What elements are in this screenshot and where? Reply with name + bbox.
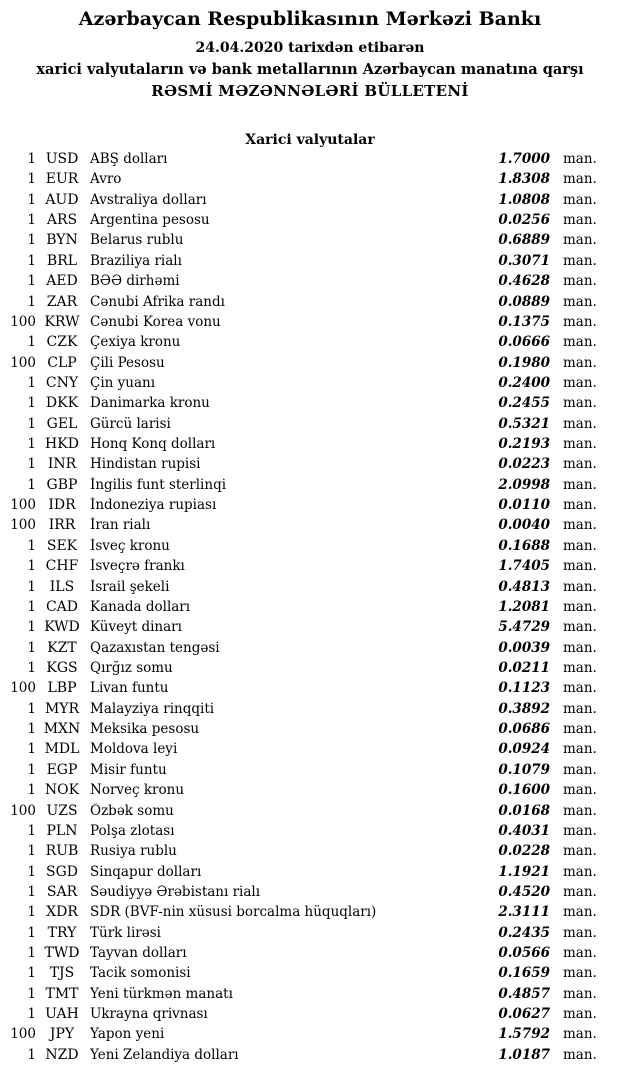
currency-code-cell: CNY: [45, 374, 79, 391]
currency-name-cell: Cənubi Korea vonu: [90, 313, 221, 330]
currency-code-cell: CHF: [45, 558, 79, 575]
rate-row: [0, 456, 620, 476]
unit-cell: man.: [563, 965, 597, 982]
currency-name-cell: Çin yuanı: [90, 374, 156, 391]
rate-row: [0, 904, 620, 924]
rate-row: [0, 416, 620, 436]
rate-row: [0, 1047, 620, 1066]
rate-row: [0, 884, 620, 904]
quantity-cell: 1: [27, 985, 36, 1002]
rate-value-cell: 1.0808: [498, 191, 550, 208]
quantity-cell: 100: [10, 354, 36, 371]
section-title-foreign-currencies: Xarici valyutalar: [245, 132, 375, 148]
rate-value-cell: 0.1079: [498, 761, 550, 778]
unit-cell: man.: [563, 273, 597, 290]
unit-cell: man.: [563, 659, 597, 676]
unit-cell: man.: [563, 171, 597, 188]
rate-row: [0, 436, 620, 456]
rate-value-cell: 1.8308: [498, 171, 550, 188]
quantity-cell: 100: [10, 1026, 36, 1043]
quantity-cell: 1: [27, 558, 36, 575]
rate-row: [0, 497, 620, 517]
rate-row: [0, 782, 620, 802]
quantity-cell: 1: [27, 782, 36, 799]
currency-code-cell: SAR: [46, 883, 78, 900]
rate-row: [0, 538, 620, 558]
rate-row: [0, 640, 620, 660]
unit-cell: man.: [563, 721, 597, 738]
rate-value-cell: 0.2400: [498, 374, 550, 391]
quantity-cell: 1: [27, 191, 36, 208]
unit-cell: man.: [563, 680, 597, 697]
rate-row: [0, 1006, 620, 1026]
rate-value-cell: 1.5792: [498, 1026, 550, 1043]
currency-name-cell: Qırğız somu: [90, 659, 173, 676]
quantity-cell: 1: [27, 965, 36, 982]
currency-code-cell: GEL: [46, 415, 78, 432]
currency-name-cell: BƏƏ dirhəmi: [90, 273, 180, 290]
quantity-cell: 1: [27, 212, 36, 229]
currency-code-cell: CZK: [46, 334, 78, 351]
effective-date-line: 24.04.2020 tarixdən etibarən: [195, 40, 425, 56]
currency-name-cell: Argentina pesosu: [90, 212, 210, 229]
unit-cell: man.: [563, 1046, 597, 1063]
currency-code-cell: LBP: [47, 680, 77, 697]
rate-value-cell: 0.4031: [498, 822, 550, 839]
quantity-cell: 1: [27, 151, 36, 167]
rate-row: [0, 619, 620, 639]
currency-code-cell: RUB: [45, 843, 79, 860]
rate-value-cell: 0.0110: [498, 497, 550, 514]
quantity-cell: 1: [27, 741, 36, 758]
currency-code-cell: UAH: [45, 1006, 79, 1023]
rate-row: [0, 517, 620, 537]
currency-code-cell: JPY: [49, 1026, 75, 1043]
quantity-cell: 1: [27, 395, 36, 412]
quantity-cell: 1: [27, 537, 36, 554]
rate-row: [0, 558, 620, 578]
currency-name-cell: Belarus rublu: [90, 232, 184, 249]
unit-cell: man.: [563, 904, 597, 921]
rate-value-cell: 0.4813: [498, 578, 550, 595]
rate-value-cell: 0.2435: [498, 924, 550, 941]
currency-name-cell: Özbək somu: [90, 802, 174, 819]
quantity-cell: 1: [27, 1046, 36, 1063]
rate-row: [0, 762, 620, 782]
unit-cell: man.: [563, 374, 597, 391]
rate-row: [0, 314, 620, 334]
rate-row: [0, 212, 620, 232]
currency-name-cell: İngilis funt sterlinqi: [90, 476, 227, 493]
unit-cell: man.: [563, 476, 597, 493]
currency-name-cell: Kanada dolları: [90, 598, 191, 615]
quantity-cell: 100: [10, 517, 36, 534]
currency-name-cell: Rusiya rublu: [90, 843, 177, 860]
rate-value-cell: 0.3071: [498, 252, 550, 269]
currency-name-cell: Ukrayna qrivnası: [90, 1006, 208, 1023]
rate-value-cell: 1.7000: [498, 151, 550, 167]
currency-code-cell: KZT: [47, 639, 77, 656]
rate-value-cell: 0.1600: [498, 782, 550, 799]
unit-cell: man.: [563, 151, 597, 167]
rate-row: [0, 1026, 620, 1046]
rate-value-cell: 2.0998: [498, 476, 550, 493]
quantity-cell: 1: [27, 639, 36, 656]
document-header: [0, 0, 620, 102]
currency-code-cell: TWD: [44, 945, 80, 962]
rate-value-cell: 0.1659: [498, 965, 550, 982]
currency-code-cell: TJS: [49, 965, 75, 982]
unit-cell: man.: [563, 598, 597, 615]
rate-row: [0, 273, 620, 293]
rate-value-cell: 0.5321: [498, 415, 550, 432]
unit-cell: man.: [563, 395, 597, 412]
currency-code-cell: ILS: [49, 578, 75, 595]
rate-row: [0, 721, 620, 741]
rate-value-cell: 0.4857: [498, 985, 550, 1002]
currency-name-cell: Malayziya rinqqiti: [90, 700, 215, 717]
currency-code-cell: GBP: [46, 476, 78, 493]
currency-code-cell: EUR: [45, 171, 79, 188]
bulletin-title: RƏSMİ MƏZƏNNƏLƏRİ BÜLLETENİ: [151, 82, 469, 100]
unit-cell: man.: [563, 761, 597, 778]
rate-value-cell: 0.0924: [498, 741, 550, 758]
unit-cell: man.: [563, 843, 597, 860]
rate-value-cell: 0.0211: [498, 659, 550, 676]
currency-code-cell: DKK: [45, 395, 79, 412]
currency-name-cell: Tayvan dolları: [90, 945, 187, 962]
quantity-cell: 1: [27, 598, 36, 615]
rate-value-cell: 0.0627: [498, 1006, 550, 1023]
rate-value-cell: 0.0686: [498, 721, 550, 738]
rate-row: [0, 232, 620, 252]
unit-cell: man.: [563, 1026, 597, 1043]
quantity-cell: 1: [27, 232, 36, 249]
currency-name-cell: Norveç kronu: [90, 782, 185, 799]
rate-row: [0, 701, 620, 721]
currency-name-cell: İndoneziya rupiası: [90, 497, 217, 514]
bank-name-title: Azərbaycan Respublikasının Mərkəzi Bankı: [78, 8, 542, 30]
rate-value-cell: 0.4520: [498, 883, 550, 900]
quantity-cell: 1: [27, 945, 36, 962]
unit-cell: man.: [563, 436, 597, 453]
unit-cell: man.: [563, 741, 597, 758]
currency-name-cell: Sinqapur dolları: [90, 863, 202, 880]
rate-row: [0, 925, 620, 945]
currency-code-cell: INR: [47, 456, 77, 473]
currency-name-cell: Livan funtu: [90, 680, 169, 697]
quantity-cell: 1: [27, 456, 36, 473]
rate-row: [0, 965, 620, 985]
rate-value-cell: 0.3892: [498, 700, 550, 717]
unit-cell: man.: [563, 415, 597, 432]
currency-code-cell: BRL: [46, 252, 78, 269]
rate-row: [0, 253, 620, 273]
quantity-cell: 1: [27, 374, 36, 391]
currency-code-cell: PLN: [46, 822, 78, 839]
rate-row: [0, 660, 620, 680]
quantity-cell: 100: [10, 680, 36, 697]
rate-row: [0, 579, 620, 599]
currency-code-cell: AED: [46, 273, 78, 290]
currency-name-cell: Çili Pesosu: [90, 354, 165, 371]
quantity-cell: 1: [27, 293, 36, 310]
quantity-cell: 100: [10, 313, 36, 330]
currency-name-cell: Misir funtu: [90, 761, 167, 778]
rate-row: [0, 477, 620, 497]
unit-cell: man.: [563, 782, 597, 799]
rate-value-cell: 0.0566: [498, 945, 550, 962]
currency-name-cell: Cənubi Afrika randı: [90, 293, 225, 310]
rate-row: [0, 741, 620, 761]
unit-cell: man.: [563, 212, 597, 229]
currency-code-cell: ZAR: [46, 293, 78, 310]
currency-name-cell: Gürcü larisi: [90, 415, 171, 432]
unit-cell: man.: [563, 924, 597, 941]
unit-cell: man.: [563, 537, 597, 554]
quantity-cell: 1: [27, 415, 36, 432]
quantity-cell: 1: [27, 252, 36, 269]
currency-name-cell: Avro: [90, 171, 122, 188]
rate-row: [0, 171, 620, 191]
rate-value-cell: 0.0666: [498, 334, 550, 351]
unit-cell: man.: [563, 456, 597, 473]
rate-value-cell: 1.1921: [498, 863, 550, 880]
rate-value-cell: 1.0187: [498, 1046, 550, 1063]
rate-value-cell: 1.7405: [498, 558, 550, 575]
currency-code-cell: CAD: [45, 598, 79, 615]
unit-cell: man.: [563, 334, 597, 351]
currency-code-cell: NOK: [44, 782, 80, 799]
currency-name-cell: Braziliya rialı: [90, 252, 182, 269]
rate-value-cell: 0.0256: [498, 212, 550, 229]
quantity-cell: 1: [27, 761, 36, 778]
rate-value-cell: 0.1688: [498, 537, 550, 554]
currency-code-cell: EGP: [46, 761, 78, 778]
unit-cell: man.: [563, 558, 597, 575]
unit-cell: man.: [563, 354, 597, 371]
quantity-cell: 1: [27, 700, 36, 717]
rate-value-cell: 0.0040: [498, 517, 550, 534]
unit-cell: man.: [563, 578, 597, 595]
quantity-cell: 1: [27, 822, 36, 839]
unit-cell: man.: [563, 1006, 597, 1023]
rate-row: [0, 375, 620, 395]
quantity-cell: 1: [27, 904, 36, 921]
rate-value-cell: 2.3111: [498, 904, 550, 921]
rate-value-cell: 0.0889: [498, 293, 550, 310]
currency-code-cell: KWD: [44, 619, 80, 636]
quantity-cell: 1: [27, 1006, 36, 1023]
rate-row: [0, 986, 620, 1006]
currency-code-cell: CLP: [47, 354, 77, 371]
rates-table: [0, 151, 620, 1066]
currency-name-cell: Türk lirəsi: [90, 924, 161, 941]
rate-value-cell: 0.2455: [498, 395, 550, 412]
quantity-cell: 1: [27, 273, 36, 290]
currency-code-cell: MYR: [44, 700, 80, 717]
currency-code-cell: AUD: [45, 191, 79, 208]
rate-value-cell: 0.2193: [498, 436, 550, 453]
rate-row: [0, 294, 620, 314]
currency-name-cell: Yapon yeni: [90, 1026, 165, 1043]
unit-cell: man.: [563, 517, 597, 534]
unit-cell: man.: [563, 802, 597, 819]
currency-code-cell: BYN: [46, 232, 78, 249]
currency-name-cell: Moldova leyi: [90, 741, 178, 758]
rate-value-cell: 0.0223: [498, 456, 550, 473]
currency-name-cell: Çexiya kronu: [90, 334, 181, 351]
rate-row: [0, 334, 620, 354]
unit-cell: man.: [563, 822, 597, 839]
currency-name-cell: Yeni türkmən manatı: [90, 985, 233, 1002]
quantity-cell: 1: [27, 863, 36, 880]
currency-code-cell: ARS: [46, 212, 78, 229]
rate-value-cell: 0.1123: [498, 680, 550, 697]
quantity-cell: 1: [27, 721, 36, 738]
currency-code-cell: USD: [45, 151, 79, 167]
currency-name-cell: SDR (BVF-nin xüsusi borcalma hüquqları): [90, 904, 377, 921]
currency-name-cell: Tacik somonisi: [90, 965, 191, 982]
rate-row: [0, 192, 620, 212]
currency-code-cell: SGD: [46, 863, 78, 880]
rate-row: [0, 680, 620, 700]
currency-code-cell: IRR: [48, 517, 76, 534]
currency-name-cell: İsveçrə frankı: [90, 558, 185, 575]
currency-name-cell: İran rialı: [90, 517, 151, 534]
unit-cell: man.: [563, 232, 597, 249]
currency-name-cell: Danimarka kronu: [90, 395, 210, 412]
currency-name-cell: Yeni Zelandiya dolları: [90, 1046, 239, 1063]
currency-code-cell: IDR: [48, 497, 76, 514]
unit-cell: man.: [563, 293, 597, 310]
currency-code-cell: XDR: [46, 904, 78, 921]
currency-name-cell: Honq Konq dolları: [90, 436, 216, 453]
document-subtitle: xarici valyutaların və bank metallarının Azərbaycan manatına qarşı: [36, 61, 584, 78]
currency-name-cell: Avstraliya dolları: [90, 191, 207, 208]
currency-name-cell: Hindistan rupisi: [90, 456, 201, 473]
currency-code-cell: NZD: [45, 1046, 79, 1063]
currency-code-cell: TMT: [45, 985, 79, 1002]
quantity-cell: 1: [27, 436, 36, 453]
rate-value-cell: 0.0228: [498, 843, 550, 860]
currency-name-cell: İsrail şekeli: [90, 578, 170, 595]
rate-row: [0, 803, 620, 823]
currency-name-cell: Polşa zlotası: [90, 822, 175, 839]
rate-value-cell: 0.0039: [498, 639, 550, 656]
unit-cell: man.: [563, 313, 597, 330]
rate-row: [0, 599, 620, 619]
unit-cell: man.: [563, 945, 597, 962]
currency-name-cell: Səudiyyə Ərəbistanı rialı: [90, 883, 261, 900]
rate-row: [0, 151, 620, 171]
rate-value-cell: 0.0168: [498, 802, 550, 819]
quantity-cell: 100: [10, 497, 36, 514]
quantity-cell: 1: [27, 843, 36, 860]
currency-code-cell: UZS: [46, 802, 78, 819]
rate-value-cell: 5.4729: [498, 619, 550, 636]
rate-row: [0, 843, 620, 863]
quantity-cell: 1: [27, 578, 36, 595]
rate-value-cell: 0.1375: [498, 313, 550, 330]
rate-row: [0, 945, 620, 965]
currency-name-cell: Meksika pesosu: [90, 721, 200, 738]
quantity-cell: 1: [27, 924, 36, 941]
quantity-cell: 1: [27, 334, 36, 351]
unit-cell: man.: [563, 252, 597, 269]
currency-code-cell: SEK: [46, 537, 78, 554]
rate-value-cell: 1.2081: [498, 598, 550, 615]
currency-code-cell: MXN: [43, 721, 81, 738]
currency-code-cell: KGS: [46, 659, 78, 676]
quantity-cell: 1: [27, 883, 36, 900]
unit-cell: man.: [563, 191, 597, 208]
quantity-cell: 1: [27, 619, 36, 636]
rate-value-cell: 0.6889: [498, 232, 550, 249]
unit-cell: man.: [563, 883, 597, 900]
unit-cell: man.: [563, 639, 597, 656]
currency-code-cell: HKD: [45, 436, 79, 453]
rate-row: [0, 864, 620, 884]
rate-row: [0, 823, 620, 843]
unit-cell: man.: [563, 863, 597, 880]
unit-cell: man.: [563, 985, 597, 1002]
rate-value-cell: 0.4628: [498, 273, 550, 290]
rate-row: [0, 395, 620, 415]
quantity-cell: 1: [27, 171, 36, 188]
currency-name-cell: Qazaxıstan tengəsi: [90, 639, 220, 656]
rate-value-cell: 0.1980: [498, 354, 550, 371]
rate-row: [0, 355, 620, 375]
quantity-cell: 100: [10, 802, 36, 819]
quantity-cell: 1: [27, 659, 36, 676]
unit-cell: man.: [563, 700, 597, 717]
currency-name-cell: Küveyt dinarı: [90, 619, 182, 636]
currency-code-cell: MDL: [44, 741, 80, 758]
quantity-cell: 1: [27, 476, 36, 493]
currency-code-cell: KRW: [44, 313, 80, 330]
unit-cell: man.: [563, 619, 597, 636]
unit-cell: man.: [563, 497, 597, 514]
currency-name-cell: İsveç kronu: [90, 537, 170, 554]
currency-name-cell: ABŞ dolları: [90, 151, 168, 167]
currency-code-cell: TRY: [47, 924, 77, 941]
